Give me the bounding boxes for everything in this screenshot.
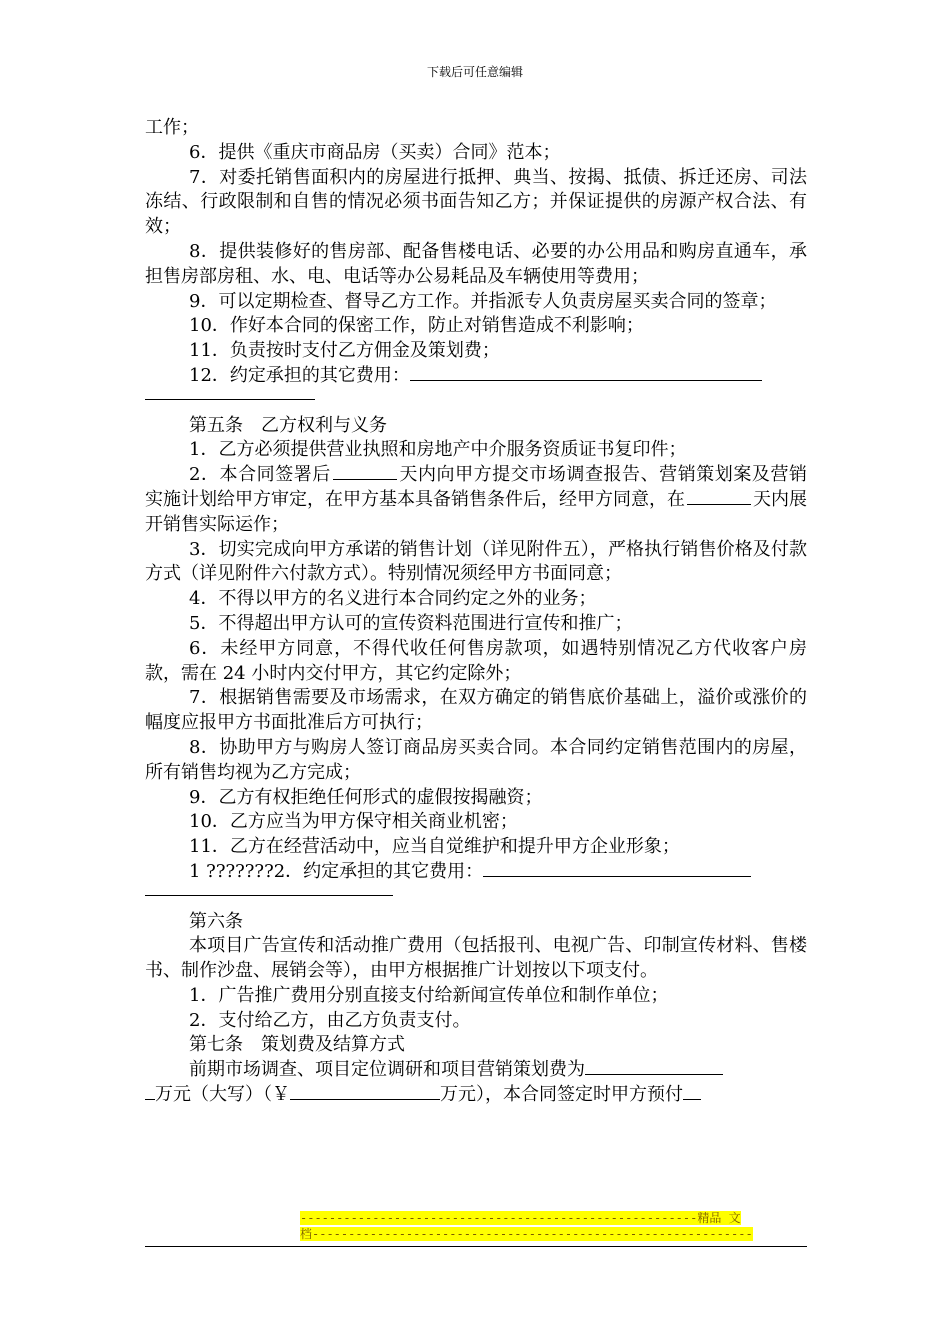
duty-4: 4．不得以甲方的名义进行本合同约定之外的业务； [189, 588, 597, 610]
page-header: 下载后可任意编辑 [426, 65, 523, 79]
duty-2-part-b: 天内向甲方提交市场调查报告、营销策划案及营销实施计划给甲方审定，在甲方基本具备销售条件后，经甲方同意，在 [145, 464, 808, 510]
clause-12 [145, 364, 807, 389]
section-7-heading: 第七条 策划费及结算方式 [189, 1034, 405, 1056]
clause-11: 11．负责按时支付乙方佣金及策划费； [189, 340, 500, 362]
duty-7: 7．根据销售需要及市场需求，在双方确定的销售底价基础上，溢价或涨价的幅度应报甲方书面批准后方可执行； [145, 687, 807, 734]
duty-1: 1．乙方必须提供营业执照和房地产中介服务资质证书复印件； [189, 439, 687, 461]
paragraph: 工作； [145, 117, 199, 138]
footer-watermark [300, 1210, 753, 1242]
duty-9: 9．乙方有权拒绝任何形式的虚假按揭融资； [189, 786, 543, 808]
section-6-heading: 第六条 [189, 910, 243, 932]
clause-6: 6．提供《重庆市商品房（买卖）合同》范本； [189, 141, 561, 163]
footer-line-2: 档------------------------------------------------------------- [300, 1227, 753, 1241]
clause-12-text: 12．约定承担的其它费用： [189, 364, 410, 386]
section-5-heading: 第五条 乙方权利与义务 [189, 414, 387, 436]
duty-11: 11．乙方在经营活动中，应当自觉维护和提升甲方企业形象； [189, 836, 680, 858]
fee-amount-text: 万元（大写）（￥ [155, 1084, 290, 1106]
duty-2 [145, 463, 807, 537]
duty-12 [145, 860, 807, 885]
clause-8: 8．提供装修好的售房部、配备售楼电话、必要的办公用品和购房直通车，承担售房部房租、水、电、电话等办公易耗品及车辆使用等费用； [145, 240, 807, 287]
fill-blank [483, 860, 751, 877]
duty-8: 8．协助甲方与购房人签订商品房买卖合同。本合同约定销售范围内的房屋，所有销售均视为乙方完成； [145, 736, 807, 783]
payment-option-2: 2．支付给乙方，由乙方负责支付。 [189, 1009, 471, 1031]
fill-blank [683, 1083, 701, 1100]
fill-blank-continuation [145, 885, 807, 910]
duty-2-part-a: 2．本合同签署后 [189, 464, 331, 486]
fill-blank-days-1 [333, 463, 397, 480]
document-body [145, 116, 807, 1108]
clause-7: 7．对委托销售面积内的房屋进行抵押、典当、按揭、抵债、拆迁还房、司法冻结、行政限制和自售的情况必须书面告知乙方；并保证提供的房源产权合法、有效； [145, 166, 807, 238]
fee-prepay-text: 万元），本合同签定时甲方预付 [440, 1084, 683, 1106]
payment-option-1: 1．广告推广费用分别直接支付给新闻宣传单位和制作单位； [189, 984, 669, 1006]
footer-line-1: -------------------------------------------------------精品 文 [300, 1211, 741, 1225]
section-7-fee-cont [145, 1083, 807, 1108]
duty-6: 6．未经甲方同意，不得代收任何售房款项，如遇特别情况乙方代收客户房款，需在 24 小时内交付甲方，其它约定除外； [145, 637, 807, 684]
fill-blank [410, 364, 762, 381]
fee-text: 前期市场调查、项目定位调研和项目营销策划费为 [189, 1059, 585, 1081]
duty-2-part-c: 天内展开销售实际运作； [145, 488, 807, 535]
duty-10: 10．乙方应当为甲方保守相关商业机密； [189, 811, 518, 833]
fill-blank-fee [585, 1058, 723, 1075]
duty-5: 5．不得超出甲方认可的宣传资料范围进行宣传和推广； [189, 612, 633, 634]
duty-12-text: 1 ???????2．约定承担的其它费用： [189, 860, 484, 882]
fill-blank [145, 1083, 155, 1100]
section-6-paragraph: 本项目广告宣传和活动推广费用（包括报刊、电视广告、印制宣传材料、售楼书、制作沙盘、展销会等），由甲方根据推广计划按以下项支付。 [145, 935, 807, 982]
fill-blank-days-2 [687, 488, 751, 505]
duty-3: 3．切实完成向甲方承诺的销售计划（详见附件五），严格执行销售价格及付款方式（详见附件六付款方式）。特别情况须经甲方书面同意； [145, 538, 807, 585]
section-7-fee [145, 1058, 807, 1083]
clause-10: 10．作好本合同的保密工作，防止对销售造成不利影响； [189, 315, 644, 337]
fill-blank-continuation [145, 389, 807, 414]
footer-divider [145, 1246, 807, 1247]
clause-9: 9．可以定期检查、督导乙方工作。并指派专人负责房屋买卖合同的签章； [189, 290, 777, 312]
fill-blank-amount [290, 1083, 440, 1100]
